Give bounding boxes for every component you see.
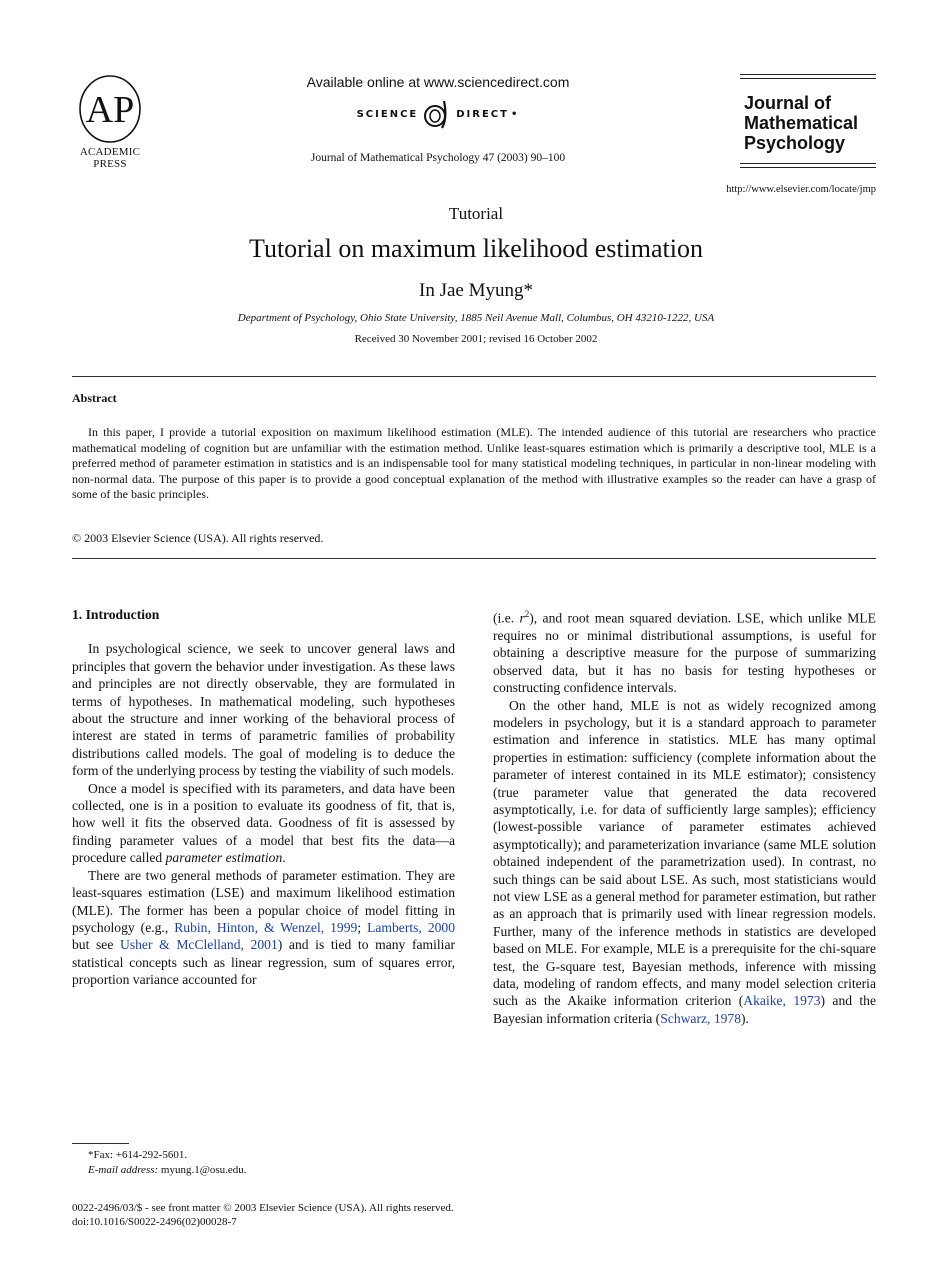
citation-link[interactable]: Akaike, 1973: [743, 993, 821, 1009]
footnote-rule: [72, 1143, 129, 1144]
journal-title: Journal of Mathematical Psychology: [744, 93, 859, 153]
journal-title-box: [740, 74, 876, 168]
article-title: Tutorial on maximum likelihood estimation: [248, 234, 704, 263]
available-online-text: Available online at www.sciencedirect.com: [306, 74, 570, 90]
journal-citation: Journal of Mathematical Psychology 47 (2003) 90–100: [310, 152, 566, 164]
rule-above-abstract: [72, 376, 876, 377]
footnote-email: E-mail address: myung.1@osu.edu.: [88, 1164, 247, 1176]
abstract-copyright: © 2003 Elsevier Science (USA). All rights reserved.: [72, 531, 324, 545]
author: In Jae Myung*: [419, 280, 533, 301]
section-heading-introduction: 1. Introduction: [72, 607, 160, 622]
abstract-heading: Abstract: [72, 391, 117, 405]
left-column: [72, 606, 455, 989]
sciencedirect-logo: SCIENCE DIRECT •: [240, 96, 636, 132]
issn-line: 0022-2496/03/$ - see front matter © 2003 Elsevier Science (USA). All rights reserved.: [72, 1202, 454, 1214]
received-dates: Received 30 November 2001; revised 16 October 2002: [354, 333, 598, 345]
rule-below-abstract: [72, 558, 876, 559]
doi-line: doi:10.1016/S0022-2496(02)00028-7: [72, 1216, 237, 1228]
publisher-logo: [72, 74, 148, 170]
double-rule-bottom: [740, 163, 876, 168]
journal-url[interactable]: http://www.elsevier.com/locate/jmp: [726, 184, 876, 195]
affiliation: Department of Psychology, Ohio State University, 1885 Neil Avenue Mall, Columbus, OH 43210-1222, USA: [237, 312, 715, 324]
section-label: Tutorial: [448, 204, 504, 223]
paragraph: There are two general methods of parameter estimation. They are least-squares estimation (LSE) and maximum likelihood estimation (MLE). The former has been a popular choice of model fitting in psychology (e.g., Rubin, Hinton, & Wenzel, 1999; Lamberts, 2000 but see Usher & McClelland, 2001) and is tied to many familiar statistical concepts such as linear regression, sum of squares error, proportion variance accounted for: [72, 867, 456, 988]
citation-link[interactable]: Schwarz, 1978: [660, 1010, 742, 1026]
svg-text:AP: AP: [85, 89, 135, 131]
paragraph: On the other hand, MLE is not as widely recognized among modelers in psychology, but it is a standard approach to parameter estimation and inference in statistics. MLE has many optimal properties in estimation: sufficiency (complete information about the parameter of interest contained in its MLE estimator); consistency (true parameter value that generated the data recovered asymptotically, i.e. for data of sufficiently large samples); efficiency (lowest-possible variance of parameter estimates achieved asymptotically); and parameterization invariance (same MLE solution obtained independent of the parametrization used). In contrast, no such things can be said about LSE. As such, most statisticians would not view LSE as a general method for parameter estimation, but rather as an approach that is primarily used with linear regression models. Further, many of the inference methods in statistics are developed based on MLE. For example, MLE is a prerequisite for the chi-square test, the G-square test, Bayesian methods, inference with missing data, modeling of random effects, and many model selection criteria such as the Akaike information criterion (Akaike, 1973) and the Bayesian information criteria (Schwarz, 1978).: [493, 697, 877, 1026]
paragraph: Once a model is specified with its parameters, and data have been collected, one is in a position to evaluate its goodness of fit, that is, how well it fits the observed data. Goodness of fit is assessed by finding parameter values of a model that best fits the data—a procedure called parameter estimation.: [72, 780, 455, 866]
citation-link[interactable]: Lamberts, 2000: [367, 919, 456, 935]
footnote: [88, 1148, 247, 1178]
citation-link[interactable]: Usher & McClelland, 2001: [120, 937, 278, 953]
paragraph: (i.e. $r^2$), and root mean squared deviation. LSE, which unlike MLE requires no or minimal distributional assumptions, is useful for obtaining a descriptive measure for the purpose of summarizing observed data, but it has no basis for testing hypotheses or constructing confidence intervals.: [493, 609, 876, 696]
sciencedirect-d-icon: [420, 97, 454, 131]
footnote-fax: *Fax: +614-292-5601.: [88, 1149, 188, 1161]
paragraph: In psychological science, we seek to uncover general laws and principles that govern the behavior under investigation. As these laws and principles are not directly observable, they are formulated in terms of hypotheses. In mathematical modeling, such hypotheses about the structure and inner working of the behavioral process of interest are stated in terms of parametric families of probability distributions called models. The goal of modeling is to deduce the form of the underlying process by testing the viability of such models.: [72, 641, 455, 779]
academic-press-emblem-icon: [77, 74, 143, 144]
citation-link[interactable]: Rubin, Hinton, & Wenzel, 1999: [174, 919, 358, 935]
publisher-name: ACADEMIC PRESS: [79, 146, 141, 170]
header-center: [240, 74, 636, 164]
right-column: [493, 606, 876, 1027]
abstract-text: In this paper, I provide a tutorial exposition on maximum likelihood estimation (MLE). The intended audience of this tutorial are researchers who practice mathematical modeling of cognition but are unfamiliar with the estimation method. Unlike least-squares estimation which is primarily a descriptive tool, MLE is a preferred method of parameter estimation in statistics and is an indispensable tool for many statistical modeling techniques, in particular in non-linear modeling with non-normal data. The purpose of this paper is to provide a good conceptual explanation of the method with illustrative examples so the reader can have a grasp of some of the basic principles.: [72, 425, 876, 501]
page-footer: [72, 1201, 454, 1229]
